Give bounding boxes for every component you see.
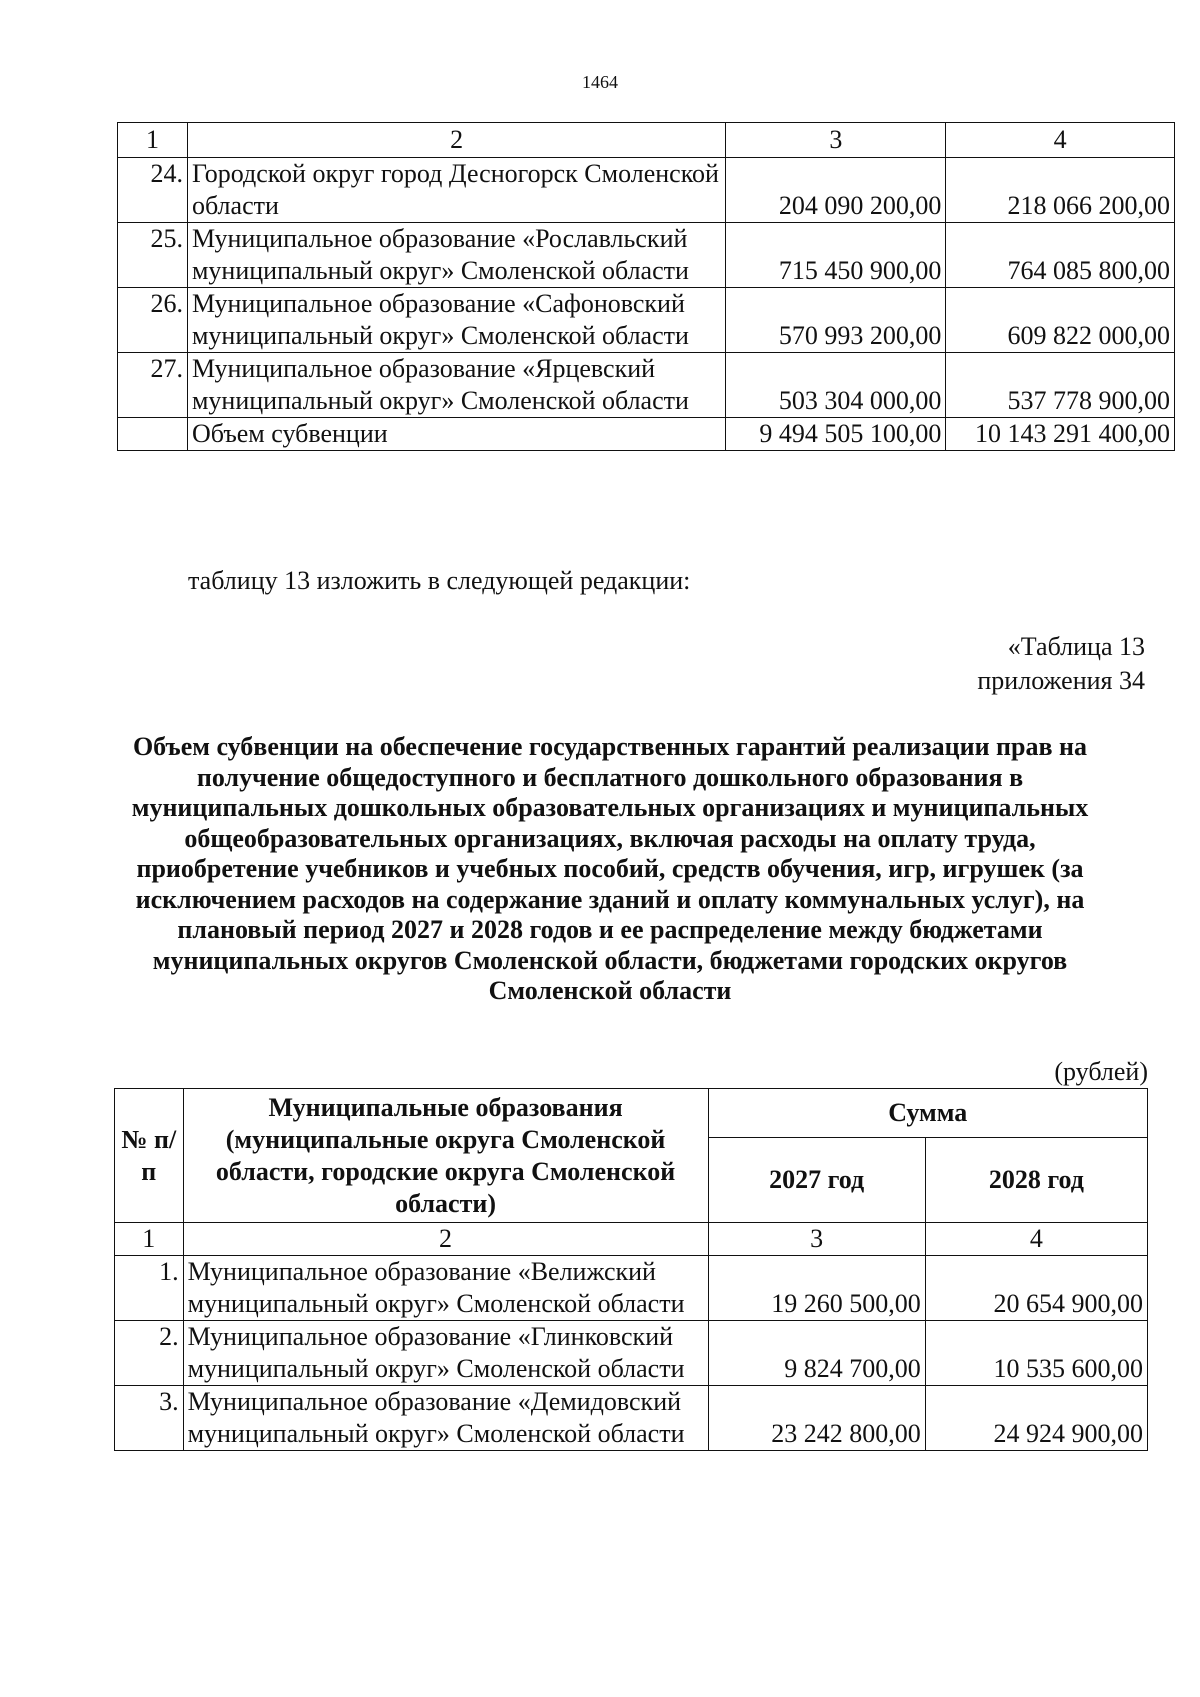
table-caption-line: «Таблица 13 bbox=[1007, 632, 1145, 661]
municipality-name: Муниципальное образование «Демидовский муниципальный округ» Смоленской области bbox=[183, 1386, 708, 1451]
value-2028: 10 535 600,00 bbox=[925, 1321, 1147, 1386]
index-cell: 2 bbox=[187, 123, 725, 158]
municipality-name: Городской округ город Десногорск Смоленской области bbox=[187, 158, 725, 223]
municipality-name: Муниципальное образование «Велижский муниципальный округ» Смоленской области bbox=[183, 1256, 708, 1321]
value-2027: 9 824 700,00 bbox=[708, 1321, 925, 1386]
value-2028: 764 085 800,00 bbox=[946, 223, 1175, 288]
index-cell: 4 bbox=[946, 123, 1175, 158]
total-2028: 10 143 291 400,00 bbox=[946, 418, 1175, 451]
table-row bbox=[118, 223, 1175, 288]
units-label: (рублей) bbox=[1054, 1057, 1148, 1086]
value-2028: 24 924 900,00 bbox=[925, 1386, 1147, 1451]
header-row bbox=[115, 1089, 1148, 1138]
value-2028: 218 066 200,00 bbox=[946, 158, 1175, 223]
table-row bbox=[115, 1321, 1148, 1386]
index-cell: 3 bbox=[708, 1223, 925, 1256]
table-row bbox=[118, 288, 1175, 353]
index-cell: 4 bbox=[925, 1223, 1147, 1256]
municipality-name: Муниципальное образование «Ярцевский муниципальный округ» Смоленской области bbox=[187, 353, 725, 418]
empty-cell bbox=[118, 418, 188, 451]
value-2028: 537 778 900,00 bbox=[946, 353, 1175, 418]
row-number: 26. bbox=[118, 288, 188, 353]
value-2028: 609 822 000,00 bbox=[946, 288, 1175, 353]
index-cell: 1 bbox=[115, 1223, 184, 1256]
row-number: 1. bbox=[115, 1256, 184, 1321]
index-cell: 1 bbox=[118, 123, 188, 158]
table-row bbox=[118, 158, 1175, 223]
table-caption-line: приложения 34 bbox=[977, 666, 1145, 695]
row-number: 24. bbox=[118, 158, 188, 223]
instruction-text: таблицу 13 изложить в следующей редакции: bbox=[188, 566, 691, 595]
value-2027: 715 450 900,00 bbox=[726, 223, 946, 288]
table-row bbox=[115, 1256, 1148, 1321]
total-label: Объем субвенции bbox=[187, 418, 725, 451]
value-2027: 19 260 500,00 bbox=[708, 1256, 925, 1321]
index-cell: 2 bbox=[183, 1223, 708, 1256]
table-index-row bbox=[118, 123, 1175, 158]
value-2027: 503 304 000,00 bbox=[726, 353, 946, 418]
table-index-row bbox=[115, 1223, 1148, 1256]
municipality-name: Муниципальное образование «Сафоновский муниципальный округ» Смоленской области bbox=[187, 288, 725, 353]
municipality-name: Муниципальное образование «Рославльский муниципальный округ» Смоленской области bbox=[187, 223, 725, 288]
table-caption bbox=[977, 630, 1145, 698]
table-title: Объем субвенции на обеспечение государственных гарантий реализации прав на получение общедоступного и бесплатного дошкольного образования в муниципальных дошкольных образовательных организациях и муниципальных общеобразовательных организациях, включая расходы на оплату труда, приобретение учебников и учебных пособий, средств обучения, игр, игрушек (за исключением расходов на содержание зданий и оплату коммунальных услуг), на плановый период 2027 и 2028 годов и ее распределение между бюджетами муниципальных округов Смоленской области, бюджетами городских округов Смоленской области bbox=[131, 732, 1089, 1005]
value-2027: 570 993 200,00 bbox=[726, 288, 946, 353]
previous-table-continuation bbox=[117, 122, 1175, 451]
index-cell: 3 bbox=[726, 123, 946, 158]
municipality-name: Муниципальное образование «Глинковский муниципальный округ» Смоленской области bbox=[183, 1321, 708, 1386]
value-2027: 23 242 800,00 bbox=[708, 1386, 925, 1451]
total-2027: 9 494 505 100,00 bbox=[726, 418, 946, 451]
row-number: 27. bbox=[118, 353, 188, 418]
table-row bbox=[118, 353, 1175, 418]
subvention-table bbox=[114, 1088, 1148, 1451]
header-sum: Сумма bbox=[708, 1089, 1147, 1138]
header-2028: 2028 год bbox=[925, 1138, 1147, 1223]
header-2027: 2027 год bbox=[708, 1138, 925, 1223]
row-number: 25. bbox=[118, 223, 188, 288]
header-municipality: Муниципальные образования (муниципальные округа Смоленской области, городские округа Смоленской области) bbox=[183, 1089, 708, 1223]
page-number: 1464 bbox=[582, 72, 618, 92]
header-number: № п/п bbox=[115, 1089, 184, 1223]
value-2028: 20 654 900,00 bbox=[925, 1256, 1147, 1321]
table-row bbox=[115, 1386, 1148, 1451]
value-2027: 204 090 200,00 bbox=[726, 158, 946, 223]
total-row bbox=[118, 418, 1175, 451]
row-number: 2. bbox=[115, 1321, 184, 1386]
row-number: 3. bbox=[115, 1386, 184, 1451]
